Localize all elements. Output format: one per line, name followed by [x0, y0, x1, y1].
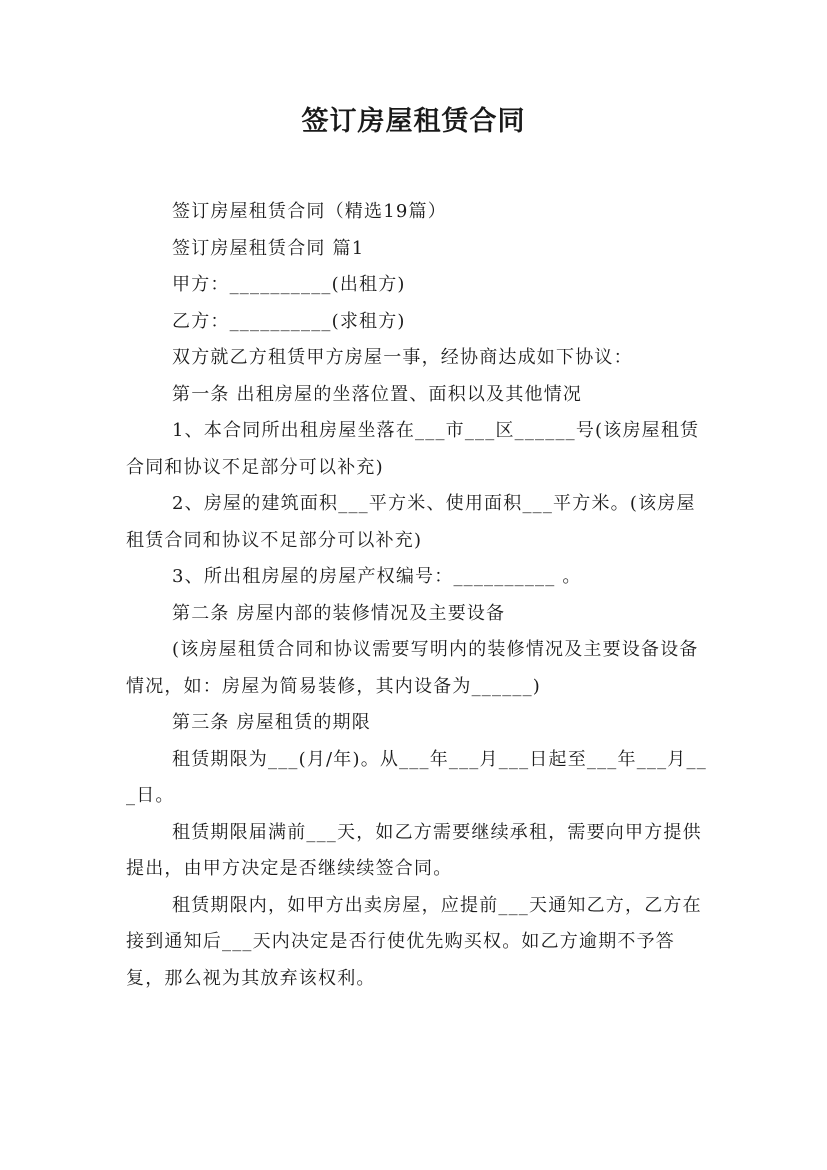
paragraph-article-1-item-1: 1、本合同所出租房屋坐落在___市___区______号(该房屋租赁合同和协议不足部分可以补充) — [126, 420, 700, 478]
paragraph-party-a: 甲方：__________(出租方) — [172, 274, 406, 295]
document-title: 签订房屋租赁合同 — [301, 106, 526, 137]
paragraph-article-1-item-2: 2、房屋的建筑面积___平方米、使用面积___平方米。(该房屋租赁合同和协议不足部分可以补充) — [126, 493, 696, 551]
paragraph-lease-renewal: 租赁期限届满前___天，如乙方需要继续承租，需要向甲方提供提出，由甲方决定是否继续续签合同。 — [126, 821, 702, 879]
paragraph-agreement-intro: 双方就乙方租赁甲方房屋一事，经协商达成如下协议： — [172, 347, 633, 368]
paragraph-preemptive-right: 租赁期限内，如甲方出卖房屋，应提前___天通知乙方，乙方在接到通知后___天内决定是否行使优先购买权。如乙方逾期不予答复，那么视为其放弃该权利。 — [126, 894, 702, 989]
paragraph-lease-term: 租赁期限为___(月/年)。从___年___月___日起至___年___月___日。 — [126, 748, 707, 806]
paragraph-subtitle: 签订房屋租赁合同（精选19篇） — [172, 201, 447, 222]
paragraph-article-2-heading: 第二条 房屋内部的装修情况及主要设备 — [172, 602, 506, 624]
paragraph-section-heading: 签订房屋租赁合同 篇1 — [172, 237, 365, 259]
paragraph-party-b: 乙方：__________(求租方) — [172, 310, 406, 332]
paragraph-article-2-body: (该房屋租赁合同和协议需要写明内的装修情况及主要设备设备情况，如：房屋为简易装修，其内设备为______) — [126, 639, 699, 697]
paragraph-article-3-heading: 第三条 房屋租赁的期限 — [172, 712, 371, 733]
document-body — [126, 194, 712, 997]
paragraph-article-1-item-3: 3、所出租房屋的房屋产权编号：__________ 。 — [172, 566, 582, 587]
paragraph-article-1-heading: 第一条 出租房屋的坐落位置、面积以及其他情况 — [172, 383, 583, 405]
